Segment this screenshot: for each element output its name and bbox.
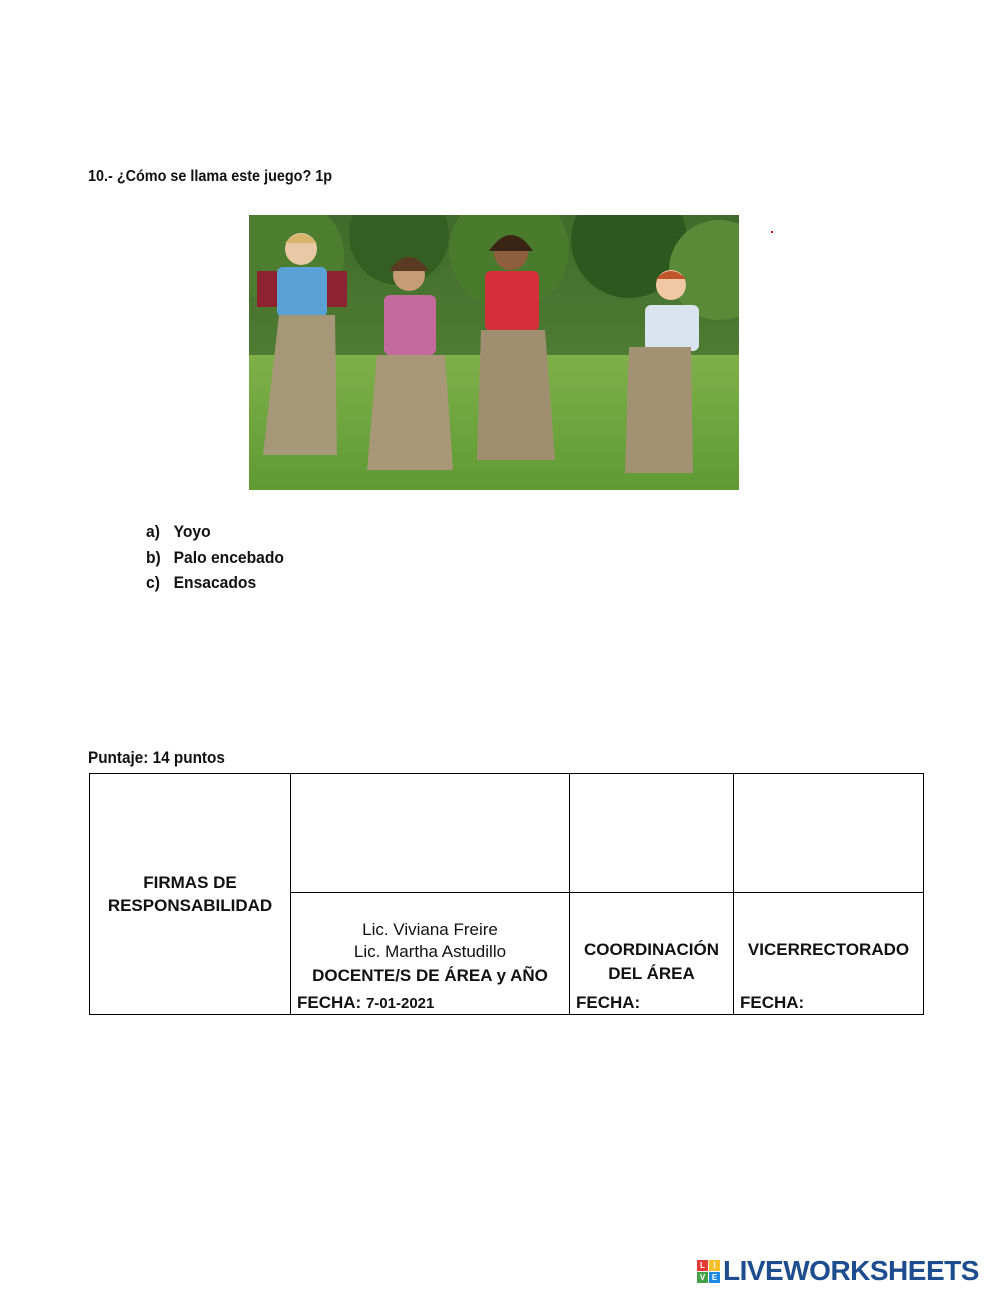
date-label: FECHA: bbox=[297, 993, 362, 1012]
teacher-role: DOCENTE/S DE ÁREA y AÑO bbox=[312, 966, 548, 985]
teacher-name: Lic. Martha Astudillo bbox=[353, 942, 507, 961]
vice-label: VICERRECTORADO bbox=[747, 940, 910, 959]
option-b[interactable] bbox=[146, 548, 284, 574]
logo-letter: V bbox=[697, 1272, 708, 1283]
vice-cell bbox=[734, 893, 924, 1015]
date-value: 7-01-2021 bbox=[365, 995, 435, 1012]
option-letter: b) bbox=[146, 547, 161, 567]
answer-options bbox=[146, 522, 296, 599]
heading-line: RESPONSABILIDAD bbox=[107, 896, 273, 915]
option-text: Ensacados bbox=[173, 573, 257, 592]
coordination-date bbox=[576, 993, 640, 1013]
option-letter: c) bbox=[146, 573, 160, 592]
brand-icon bbox=[697, 1260, 720, 1283]
coordination-cell bbox=[570, 893, 734, 1015]
teacher-name: Lic. Viviana Freire bbox=[362, 920, 498, 939]
option-text: Palo encebado bbox=[173, 547, 284, 567]
liveworksheets-logo[interactable] bbox=[697, 1255, 979, 1287]
option-text: Yoyo bbox=[173, 522, 211, 541]
sack-race-photo bbox=[249, 215, 739, 490]
option-letter: a) bbox=[146, 522, 160, 541]
date-label: FECHA: bbox=[740, 993, 805, 1012]
coordination-label: DEL ÁREA bbox=[608, 964, 695, 983]
date-label: FECHA: bbox=[576, 993, 641, 1012]
teacher-cell bbox=[291, 893, 570, 1015]
vice-date bbox=[740, 993, 804, 1013]
logo-letter: I bbox=[709, 1260, 720, 1271]
red-dot-mark bbox=[771, 231, 773, 233]
logo-letter: E bbox=[709, 1272, 720, 1283]
option-a[interactable] bbox=[146, 522, 284, 548]
heading-line: FIRMAS DE bbox=[143, 873, 237, 892]
option-c[interactable] bbox=[146, 573, 284, 599]
brand-text: LIVEWORKSHEETS bbox=[723, 1255, 979, 1286]
coordination-signature-box[interactable] bbox=[570, 774, 734, 893]
score-label: Puntaje: 14 puntos bbox=[88, 748, 225, 767]
signature-heading bbox=[90, 774, 291, 1015]
question-text: 10.- ¿Cómo se llama este juego? 1p bbox=[88, 168, 333, 185]
teacher-signature-box[interactable] bbox=[291, 774, 570, 893]
signature-table bbox=[89, 773, 924, 1015]
vice-signature-box[interactable] bbox=[734, 774, 924, 893]
teacher-date bbox=[297, 993, 434, 1013]
coordination-label: COORDINACIÓN bbox=[583, 940, 720, 959]
logo-letter: L bbox=[697, 1260, 708, 1271]
